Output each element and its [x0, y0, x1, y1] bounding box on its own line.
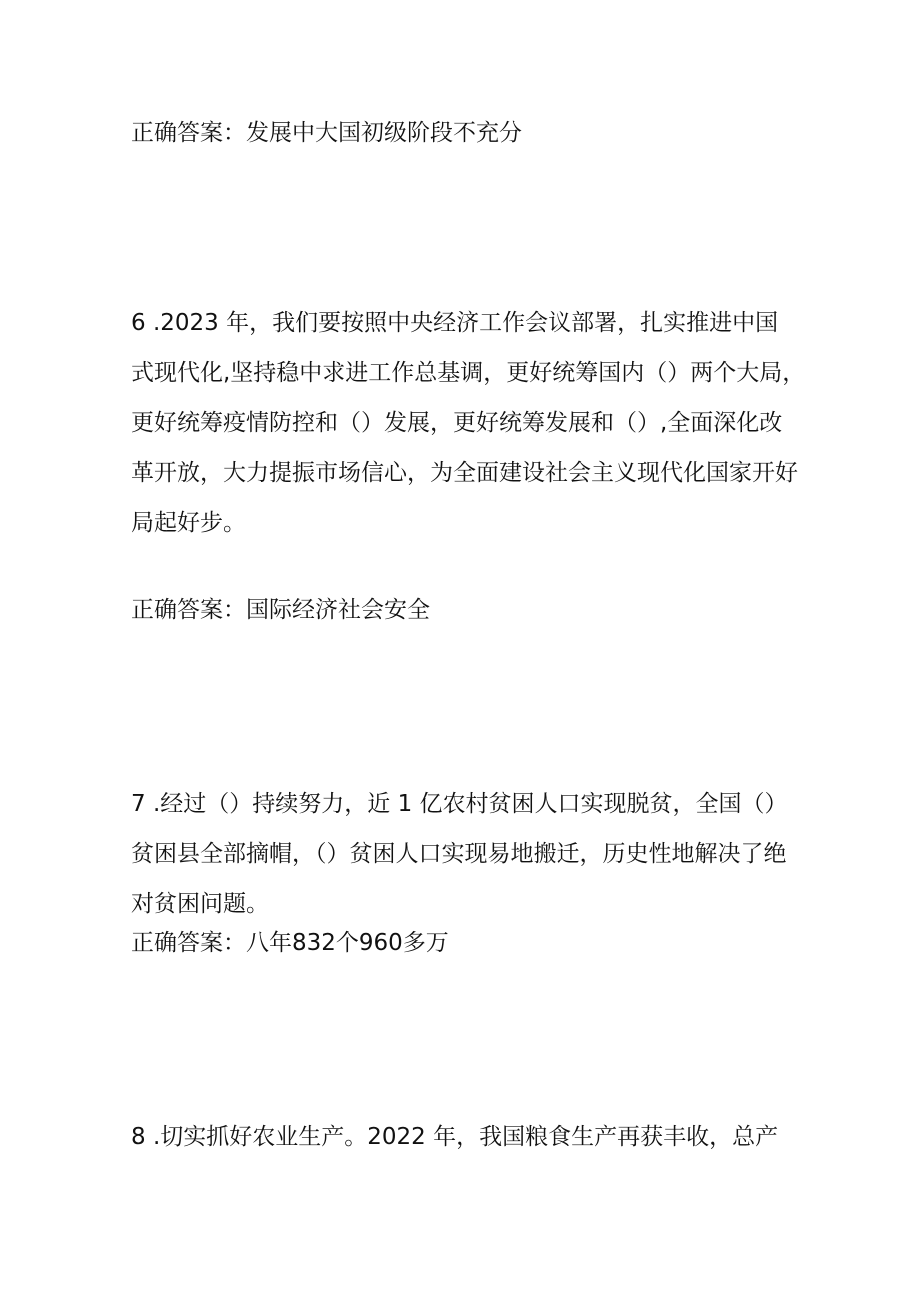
- answer-q6: 正确答案：国际经济社会安全: [131, 597, 430, 623]
- question-6: [131, 298, 821, 548]
- question-6-line-1: 6 .2023 年，我们要按照中央经济工作会议部署，扎实推进中国: [131, 310, 779, 336]
- question-7-line-2: 贫困县全部摘帽，（）贫困人口实现易地搬迁，历史性地解决了绝: [131, 841, 787, 867]
- question-8-line-1: 8 .切实抓好农业生产。2022 年，我国粮食生产再获丰收，总产: [131, 1124, 779, 1150]
- question-6-line-3: 更好统筹疫情防控和（）发展，更好统筹发展和（）,全面深化改: [131, 410, 783, 436]
- question-7-line-1: 7 .经过（）持续努力，近 1 亿农村贫困人口实现脱贫，全国（）: [131, 791, 788, 817]
- answer-q5: 正确答案：发展中大国初级阶段不充分: [131, 120, 522, 146]
- question-7-line-3: 对贫困问题。: [131, 891, 269, 917]
- question-6-line-5: 局起好步。: [131, 510, 246, 536]
- question-7: [131, 779, 821, 929]
- answer-q7: 正确答案：八年832个960多万: [131, 930, 449, 956]
- question-6-line-2: 式现代化,坚持稳中求进工作总基调，更好统筹国内（）两个大局，: [131, 360, 806, 386]
- question-6-line-4: 革开放，大力提振市场信心，为全面建设社会主义现代化国家开好: [131, 460, 798, 486]
- question-8: [131, 1112, 821, 1162]
